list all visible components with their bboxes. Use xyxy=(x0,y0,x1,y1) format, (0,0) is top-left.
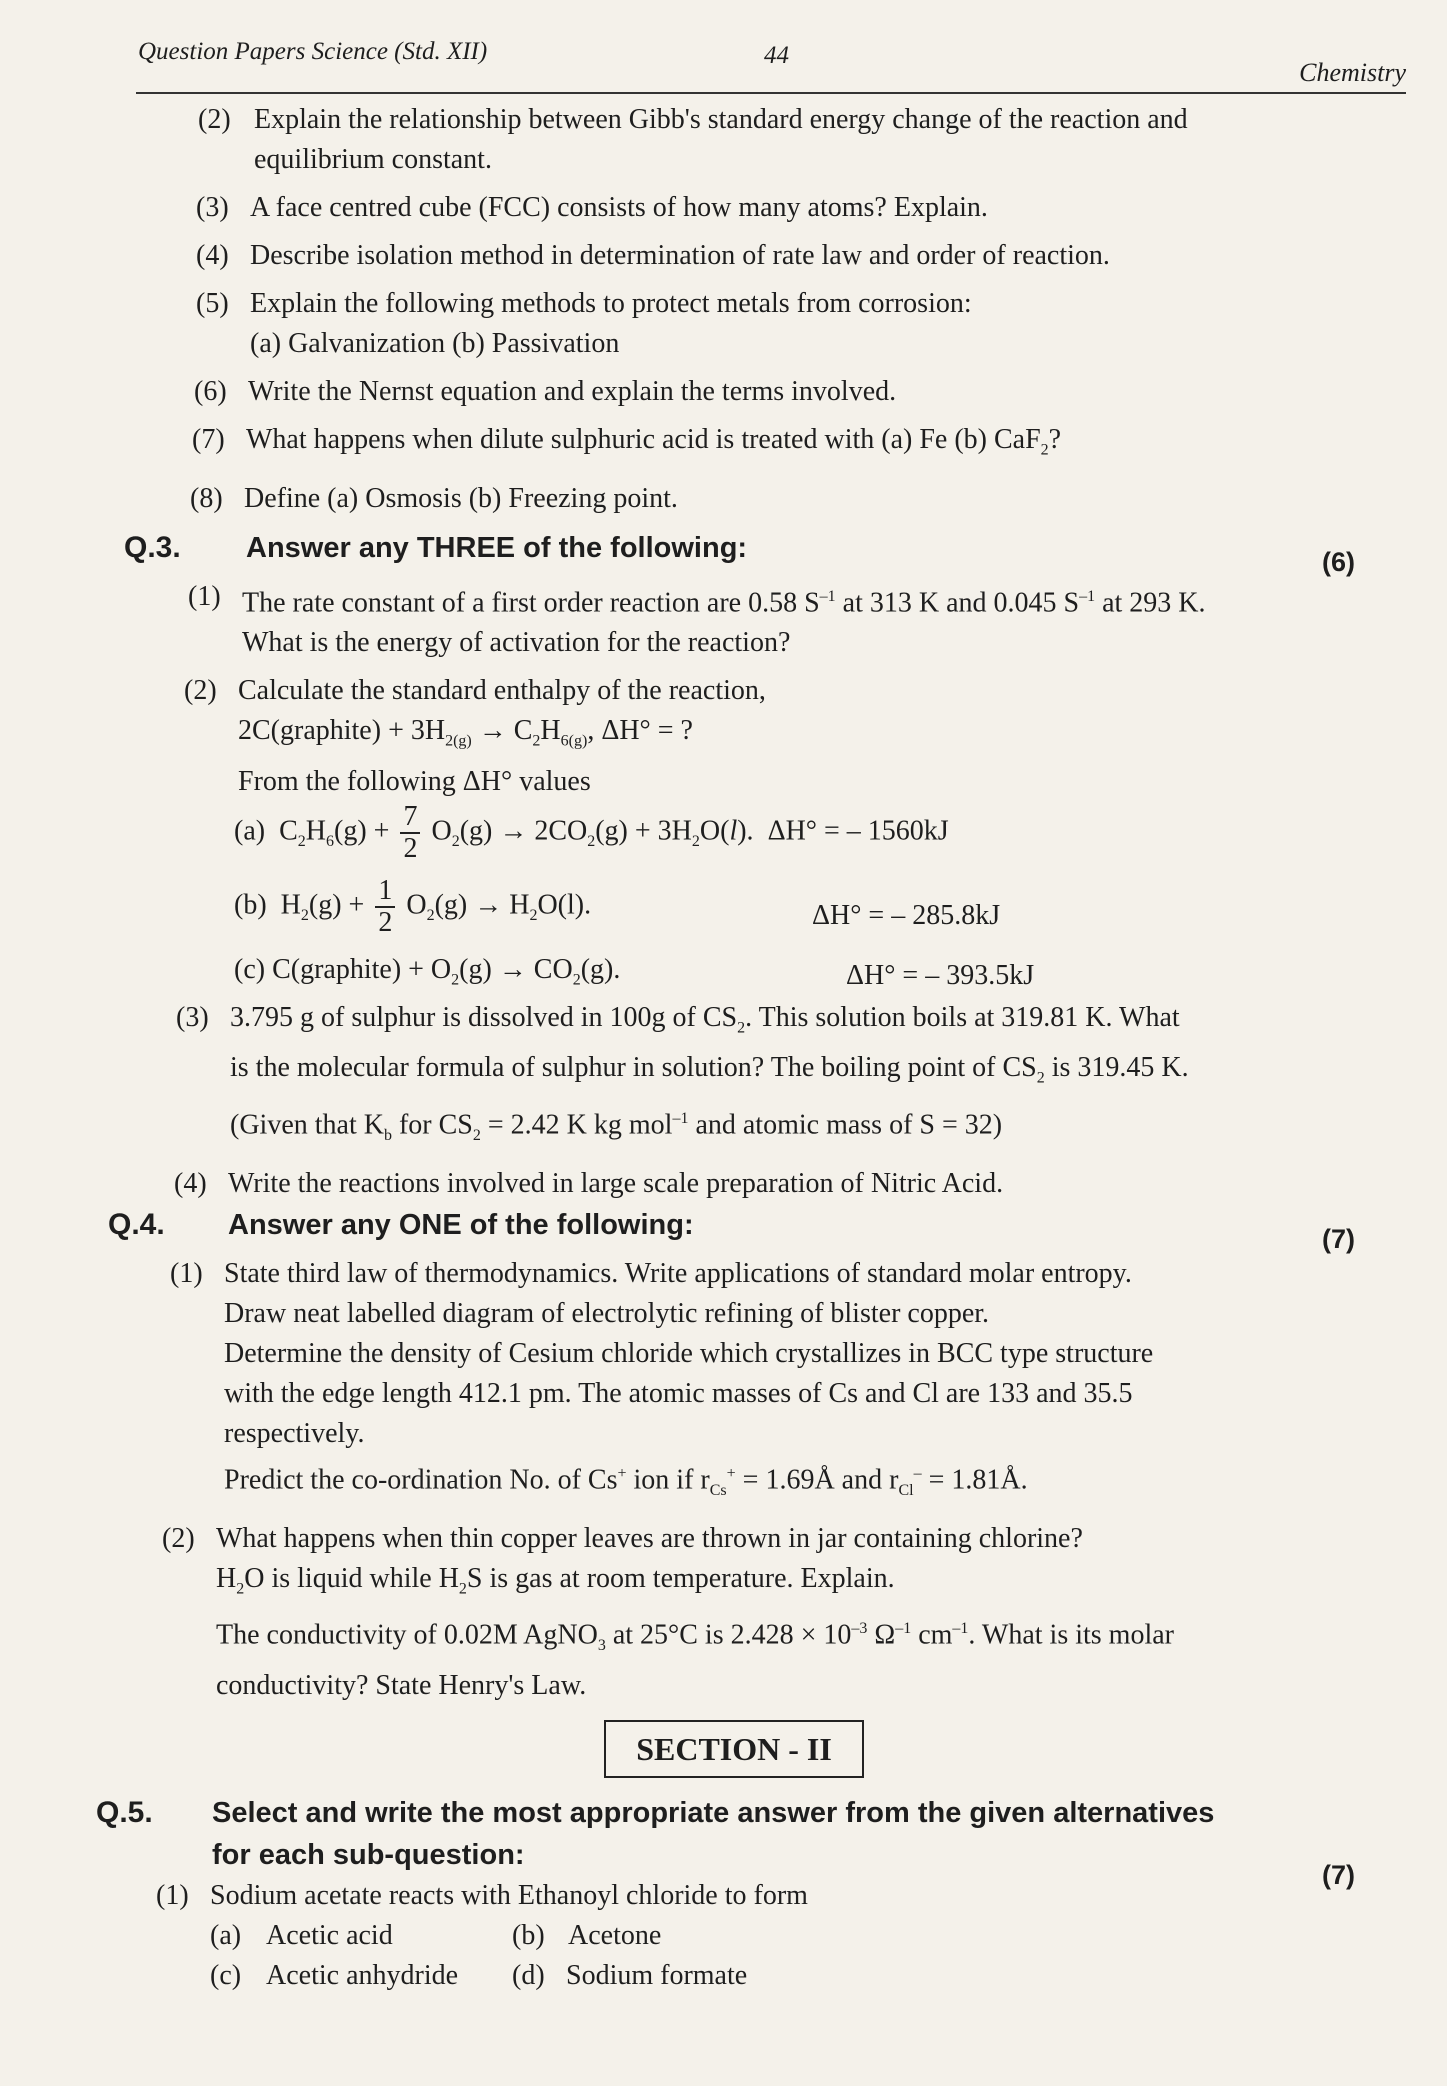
item-text: Explain the following methods to protect metals from corrosion: xyxy=(250,288,972,319)
item-text: Write the Nernst equation and explain the terms involved. xyxy=(248,376,897,407)
page-header xyxy=(136,30,1406,94)
option-d-label: (d) xyxy=(512,1960,545,1992)
item-number: (4) xyxy=(196,240,229,271)
question-title: Answer any THREE of the following: xyxy=(246,531,748,564)
option-c-label: (c) xyxy=(210,1960,242,1992)
question-title: for each sub-question: xyxy=(212,1839,525,1872)
header-page-number: 44 xyxy=(764,42,789,69)
equation-c: (c) C(graphite) + $O_2(g) \to CO_2(g)$. ΔH° = – 393.5kJ xyxy=(0,950,1447,998)
item-text: is the molecular formula of sulphur in solution? The boiling point of $CS_2$ is 319.45 K. xyxy=(230,1052,1189,1087)
enthalpy-value: ΔH° = – 1560kJ xyxy=(767,814,949,846)
item-text: 3.795 g of sulphur is dissolved in 100g of $CS_2$. This solution boils at 319.81 K. What xyxy=(230,1001,1180,1037)
q4-item-1 xyxy=(0,1254,1447,1511)
equation-a: (a) $C_2H_6(g)$ + $\frac{7}{2}$ $O_2(g) \to 2CO_2(g) + 3H_2O(l)$. ΔH° = – 1560kJ xyxy=(234,800,949,864)
item-number: (2) xyxy=(198,104,231,135)
question-marks: (6) xyxy=(1322,546,1355,577)
item-number: (6) xyxy=(194,376,227,407)
item-text: The rate constant of a first order reaction are 0.58 $S^{-1}$ at 313 K and 0.045 $S^{-1}$ at 293 K. xyxy=(242,586,1206,618)
item-number: (2) xyxy=(184,674,217,706)
q3-item-3 xyxy=(0,998,1447,1156)
option-d-text: Sodium formate xyxy=(566,1960,748,1992)
q3-item-4 xyxy=(0,1164,1447,1204)
q3-heading xyxy=(0,527,1447,577)
item-text: (a) Galvanization (b) Passivation xyxy=(250,328,620,359)
q2-item-5 xyxy=(0,284,1447,364)
q5-heading xyxy=(0,1792,1447,1891)
item-number: (8) xyxy=(190,482,223,514)
equation-part: (c) C(graphite) + O xyxy=(234,953,452,985)
q2-item-6 xyxy=(0,372,1447,412)
item-text-part: is liquid while H xyxy=(271,1562,459,1594)
option-a-label: (a) xyxy=(210,1920,242,1952)
option-c-text: Acetic anhydride xyxy=(266,1960,459,1992)
question-title: Select and write the most appropriate answer from the given alternatives xyxy=(212,1797,1215,1830)
q3-item-2 xyxy=(0,671,1447,802)
question-number: Q.3. xyxy=(124,530,181,564)
q3-item-1 xyxy=(0,577,1447,663)
option-b-text: Acetone xyxy=(568,1920,662,1952)
q5-item-1 xyxy=(0,1876,1447,1916)
q4-heading xyxy=(0,1204,1447,1254)
options-row-1 xyxy=(0,1916,1447,1956)
item-text: $H_2O$ is liquid while $H_2S$ is gas at room temperature. Explain. xyxy=(216,1562,895,1598)
enthalpy-value: ΔH° = – 285.8kJ xyxy=(812,899,1001,931)
item-text: Define (a) Osmosis (b) Freezing point. xyxy=(244,482,678,514)
item-text: What happens when dilute sulphuric acid is treated with (a) Fe (b) CaF$_2$? xyxy=(246,424,1062,459)
enthalpy-value: ΔH° = – 393.5kJ xyxy=(846,959,1035,991)
reaction-part: 2C(graphite) + 3H xyxy=(238,714,446,746)
item-number: (3) xyxy=(176,1001,209,1033)
item-text-part: (Given that K xyxy=(230,1109,384,1141)
item-text: What is the energy of activation for the reaction? xyxy=(242,626,791,658)
item-text: A face centred cube (FCC) consists of how many atoms? Explain. xyxy=(250,192,988,223)
item-text: Describe isolation method in determination of rate law and order of reaction. xyxy=(250,240,1110,271)
item-text-part: The rate constant of a first order reaction are 0.58 S xyxy=(242,586,820,618)
q4-item-2 xyxy=(0,1519,1447,1707)
question-number: Q.5. xyxy=(96,1796,153,1830)
item-text: From the following ΔH° values xyxy=(238,765,591,797)
question-marks: (7) xyxy=(1322,1223,1355,1254)
option-b-label: (b) xyxy=(512,1920,545,1952)
item-text-part: What happens when dilute sulphuric acid is treated with (a) Fe (b) CaF xyxy=(246,424,1041,455)
item-text: with the edge length 412.1 pm. The atomic masses of Cs and Cl are 133 and 35.5 xyxy=(224,1377,1133,1409)
item-number: (1) xyxy=(188,580,221,612)
header-subject: Chemistry xyxy=(1299,58,1406,87)
page-content xyxy=(0,100,1447,1996)
q2-item-4 xyxy=(0,236,1447,276)
item-number: (1) xyxy=(170,1257,203,1289)
item-number: (4) xyxy=(174,1167,207,1199)
header-book-title: Question Papers Science (Std. XII) xyxy=(138,38,488,65)
question-title: Answer any ONE of the following: xyxy=(228,1208,694,1241)
item-text: (Given that $K_b$ for $CS_2 = 2.42$ K kg mol$^{-1}$ and atomic mass of S = 32) xyxy=(230,1109,1003,1144)
item-text: What happens when thin copper leaves are thrown in jar containing chlorine? xyxy=(216,1522,1083,1554)
item-text: equilibrium constant. xyxy=(254,144,492,175)
equation-b: (b) $H_2(g)$ + $\frac{1}{2}$ $O_2(g) \to H_2O(l)$. ΔH° = – 285.8kJ xyxy=(234,874,1001,938)
item-number: (1) xyxy=(156,1880,189,1912)
item-number: (7) xyxy=(192,424,225,455)
item-text: conductivity? State Henry's Law. xyxy=(216,1670,587,1702)
section-divider xyxy=(0,1706,1447,1792)
item-number: (5) xyxy=(196,288,229,319)
target-reaction: 2C(graphite) + $3H_{2(g)} \to C_2H_{6(g)}$, ΔH° = ? xyxy=(238,714,693,750)
section-title: SECTION - II xyxy=(604,1720,864,1778)
item-text: Explain the relationship between Gibb's standard energy change of the reaction and xyxy=(254,104,1188,135)
question-marks: (7) xyxy=(1322,1860,1355,1891)
question-number: Q.4. xyxy=(108,1207,165,1241)
q2-item-8 xyxy=(0,479,1447,519)
item-number: (2) xyxy=(162,1522,195,1554)
item-text-part: 3.795 g of sulphur is dissolved in 100g of CS xyxy=(230,1001,738,1033)
item-number: (3) xyxy=(196,192,229,223)
q2-item-7 xyxy=(0,420,1447,471)
item-text: Predict the co-ordination No. of Cs+ ion if $r_{Cs}^+$ = 1.69Å and $r_{Cl}^-$ = 1.81Å. xyxy=(224,1463,1028,1499)
item-text: respectively. xyxy=(224,1417,365,1449)
q2-item-3 xyxy=(0,188,1447,228)
item-text: Calculate the standard enthalpy of the reaction, xyxy=(238,674,766,706)
option-a-text: Acetic acid xyxy=(266,1920,393,1952)
options-row-2 xyxy=(0,1956,1447,1996)
item-text: State third law of thermodynamics. Write applications of standard molar entropy. xyxy=(224,1257,1132,1289)
item-text: Draw neat labelled diagram of electrolytic refining of blister copper. xyxy=(224,1297,990,1329)
item-text: Write the reactions involved in large scale preparation of Nitric Acid. xyxy=(228,1167,1004,1199)
fraction-7-2: $\frac{7}{2}$ xyxy=(400,802,420,864)
q2-item-2 xyxy=(0,100,1447,180)
item-text: Sodium acetate reacts with Ethanoyl chloride to form xyxy=(210,1880,808,1912)
item-text: The conductivity of 0.02M AgNO$_3$ at 25°C is $2.428 \times 10^{-3}$ $\Omega^{-1}$ $cm^{-1}$. What is its molar xyxy=(216,1619,1174,1655)
fraction-1-2: $\frac{1}{2}$ xyxy=(375,876,395,938)
item-text-part: is the molecular formula of sulphur in solution? The boiling point of CS xyxy=(230,1052,1037,1084)
item-text: Determine the density of Cesium chloride which crystallizes in BCC type structure xyxy=(224,1337,1154,1369)
